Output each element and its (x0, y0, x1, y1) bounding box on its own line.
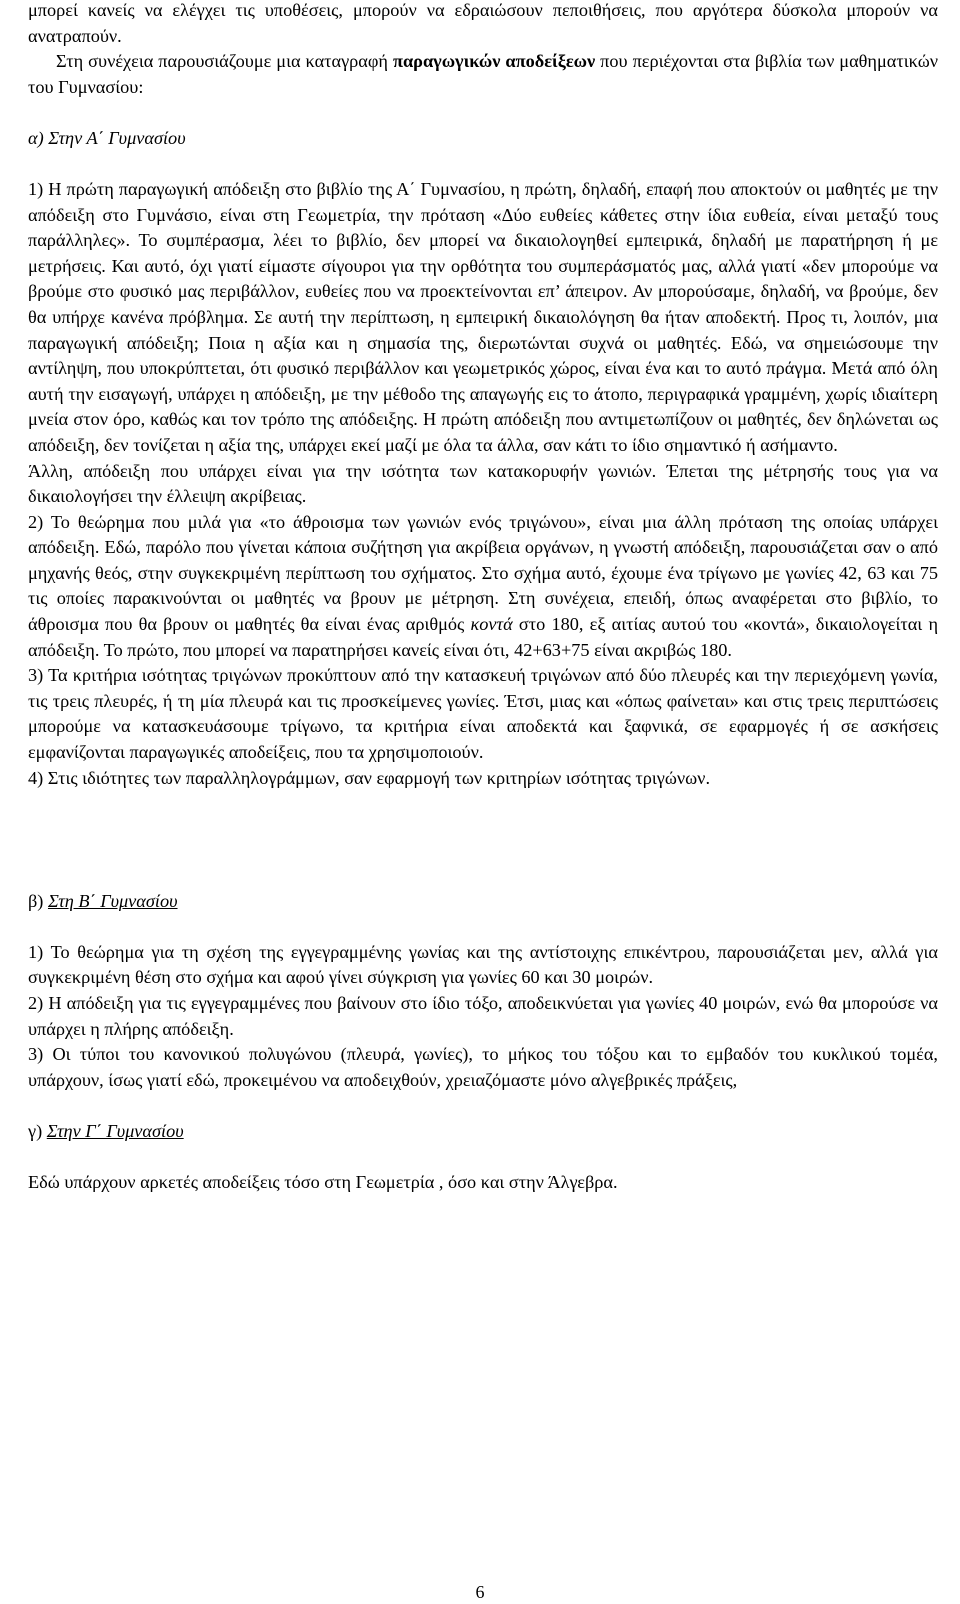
section-b-heading (28, 889, 938, 915)
section-a-item-2 (28, 510, 938, 664)
section-g-heading (28, 1119, 938, 1145)
section-a-item-1-continued: Άλλη, απόδειξη που υπάρχει είναι για την ισότητα των κατακορυφήν γωνιών. Έπεται της μέτρησής τους για να δικαιολογήσει την έλλειψη ακρίβειας. (28, 460, 938, 507)
section-a-item-3: 3) Τα κριτήρια ισότητας τριγώνων προκύπτουν από την κατασκευή τριγώνων από δύο πλευρές και την περιεχόμενη γωνία, τις τρεις πλευρές, ή τη μία πλευρά και τις προσκείμενες γωνίες. Έτσι, μιας και «όπως φαίνεται» και στις τρεις περιπτώσεις μπορούμε να κατασκευάσουμε τρίγωνο, τα κριτήρια είναι αποδεκτά και ξαφνικά, σε εφαρμογές ή σε ασκήσεις εμφανίζονται παραγωγικές αποδείξεις, που τα χρησιμοποιούν. (28, 665, 938, 763)
deductive-proofs-term: παραγωγικών αποδείξεων (392, 51, 596, 72)
section-a-item-4: 4) Στις ιδιότητες των παραλληλογράμμων, σαν εφαρμογή των κριτηρίων ισότητας τριγώνων. (28, 767, 711, 788)
section-a-item-1: 1) Η πρώτη παραγωγική απόδειξη στο βιβλίο της Α΄ Γυμνασίου, η πρώτη, δηλαδή, επαφή που αποκτούν οι μαθητές με την απόδειξη στο Γυμνάσιο, είναι στη Γεωμετρία, την πρόταση «Δύο ευθείες κάθετες στην ίδια ευθεία, είναι μεταξύ τους παράλληλες». Το συμπέρασμα, λέει το βιβλίο, δεν μπορεί να δικαιολογηθεί εμπειρικά, δηλαδή με παρατήρηση ή με μετρήσεις. Και αυτό, όχι γιατί είμαστε σίγουροι για την ορθότητα του συμπεράσματός μας, αλλά γιατί «δεν μπορούμε να βρούμε στο φυσικό μας περιβάλλον, ευθείες που να προεκτείνονται επ’ άπειρον. Αν μπορούσαμε, δηλαδή, να βρούμε, δεν θα υπήρχε κανένα πρόβλημα. Σε αυτή την περίπτωση, η εμπειρική δικαιολόγηση θα ήταν αποδεκτή. Προς τι, λοιπόν, μια παραγωγική απόδειξη; Ποια η αξία και η σημασία της, διερωτώνται συχνά οι μαθητές. Εδώ, να σημειώσουμε την αντίληψη, που υποκρύπτεται, ότι φυσικό περιβάλλον και γεωμετρικός χώρος, είναι ένα και το αυτό πράγμα. Μετά από όλη αυτή την εισαγωγή, υπάρχει η απόδειξη, με την μέθοδο της απαγωγής εις το άτοπο, περιγραφικά γραμμένη, χωρίς ιδιαίτερη μνεία στον όρο, καθώς και τον τρόπο της απόδειξης. Η πρώτη απόδειξη που αντιμετωπίζουν οι μαθητές, δεν δηλώνεται ως απόδειξη, δεν τονίζεται η αξία της, υπάρχει εκεί μαζί με όλα τα άλλα, σαν κάτι το ίδιο σημαντικό ή ασήμαντο. (28, 178, 938, 455)
section-b-item-1: 1) Το θεώρημα για τη σχέση της εγγεγραμμένης γωνίας και της αντίστοιχης επικέντρου, παρουσιάζεται μεν, αλλά για συγκεκριμένη θέση στο σχήμα και αφού γίνει σύγκριση για γωνίες 60 και 30 μοιρών. (28, 941, 938, 988)
section-g-title: Στην Γ΄ Γυμνασίου (46, 1121, 184, 1142)
page-number: 6 (475, 1582, 485, 1602)
section-b-item-2: 2) Η απόδειξη για τις εγγεγραμμένες που βαίνουν στο ίδιο τόξο, αποδεικνύεται για γωνίες 40 μοιρών, ενώ θα μπορούσε να υπάρχει η πλήρης απόδειξη. (28, 993, 938, 1039)
section-b-item-3: 3) Οι τύποι του κανονικού πολυγώνου (πλευρά, γωνίες), το μήκος του τόξου και το εμβαδόν του κυκλικού τομέα, υπάρχουν, ίσως γιατί εδώ, προκειμένου να αποδειχθούν, χρειαζόμαστε μόνο αλγεβρικές πράξεις, (28, 1044, 938, 1090)
document-page (28, 0, 938, 1196)
section-a-heading: α) Στην Α΄ Γυμνασίου (28, 128, 186, 149)
section-g-prefix: γ) (28, 1121, 47, 1142)
item-2-italic-word: κοντά (470, 614, 513, 635)
item-2-text-after: στο 180, εξ αιτίας αυτού του «κοντά», δικαιολογείται η απόδειξη. Το πρώτο, που μπορεί να παρατηρήσει κανείς είναι ότι, 42+63+75 είναι ακριβώς 180. (28, 614, 938, 660)
intro-text-before: Στη συνέχεια παρουσιάζουμε μια καταγραφή (56, 51, 393, 72)
section-b-prefix: β) (28, 891, 48, 912)
intro-paragraph: μπορεί κανείς να ελέγχει τις υποθέσεις, μπορούν να εδραιώσουν πεποιθήσεις, που αργότερα δύσκολα μπορούν να ανατραπούν. (28, 0, 938, 46)
section-b-title: Στη Β΄ Γυμνασίου (47, 891, 178, 912)
section-g-text: Εδώ υπάρχουν αρκετές αποδείξεις τόσο στη Γεωμετρία , όσο και στην Άλγεβρα. (28, 1171, 618, 1192)
intro-deductive-proofs-paragraph (28, 49, 938, 100)
intro-text-after: που περιέχονται στα βιβλία των μαθηματικών του Γυμνασίου: (28, 51, 938, 97)
item-2-text-before: 2) Το θεώρημα που μιλά για «το άθροισμα των γωνιών ενός τριγώνου», είναι μια άλλη πρόταση της οποίας υπάρχει απόδειξη. Εδώ, παρόλο που γίνεται κάποια συζήτηση για ακρίβεια οργάνων, η γνωστή απόδειξη, παρουσιάζεται σαν ο από μηχανής θεός, στην συγκεκριμένη περίπτωση του σχήματος. Στο σχήμα αυτό, έχουμε ένα τρίγωνο με γωνίες 42, 63 και 75 τις οποίες παρακινούνται οι μαθητές να βρουν με μέτρηση. Στη συνέχεια, επειδή, όπως αναφέρεται στο βιβλίο, το άθροισμα που θα βρουν οι μαθητές θα είναι ένας αριθμός (28, 511, 938, 635)
